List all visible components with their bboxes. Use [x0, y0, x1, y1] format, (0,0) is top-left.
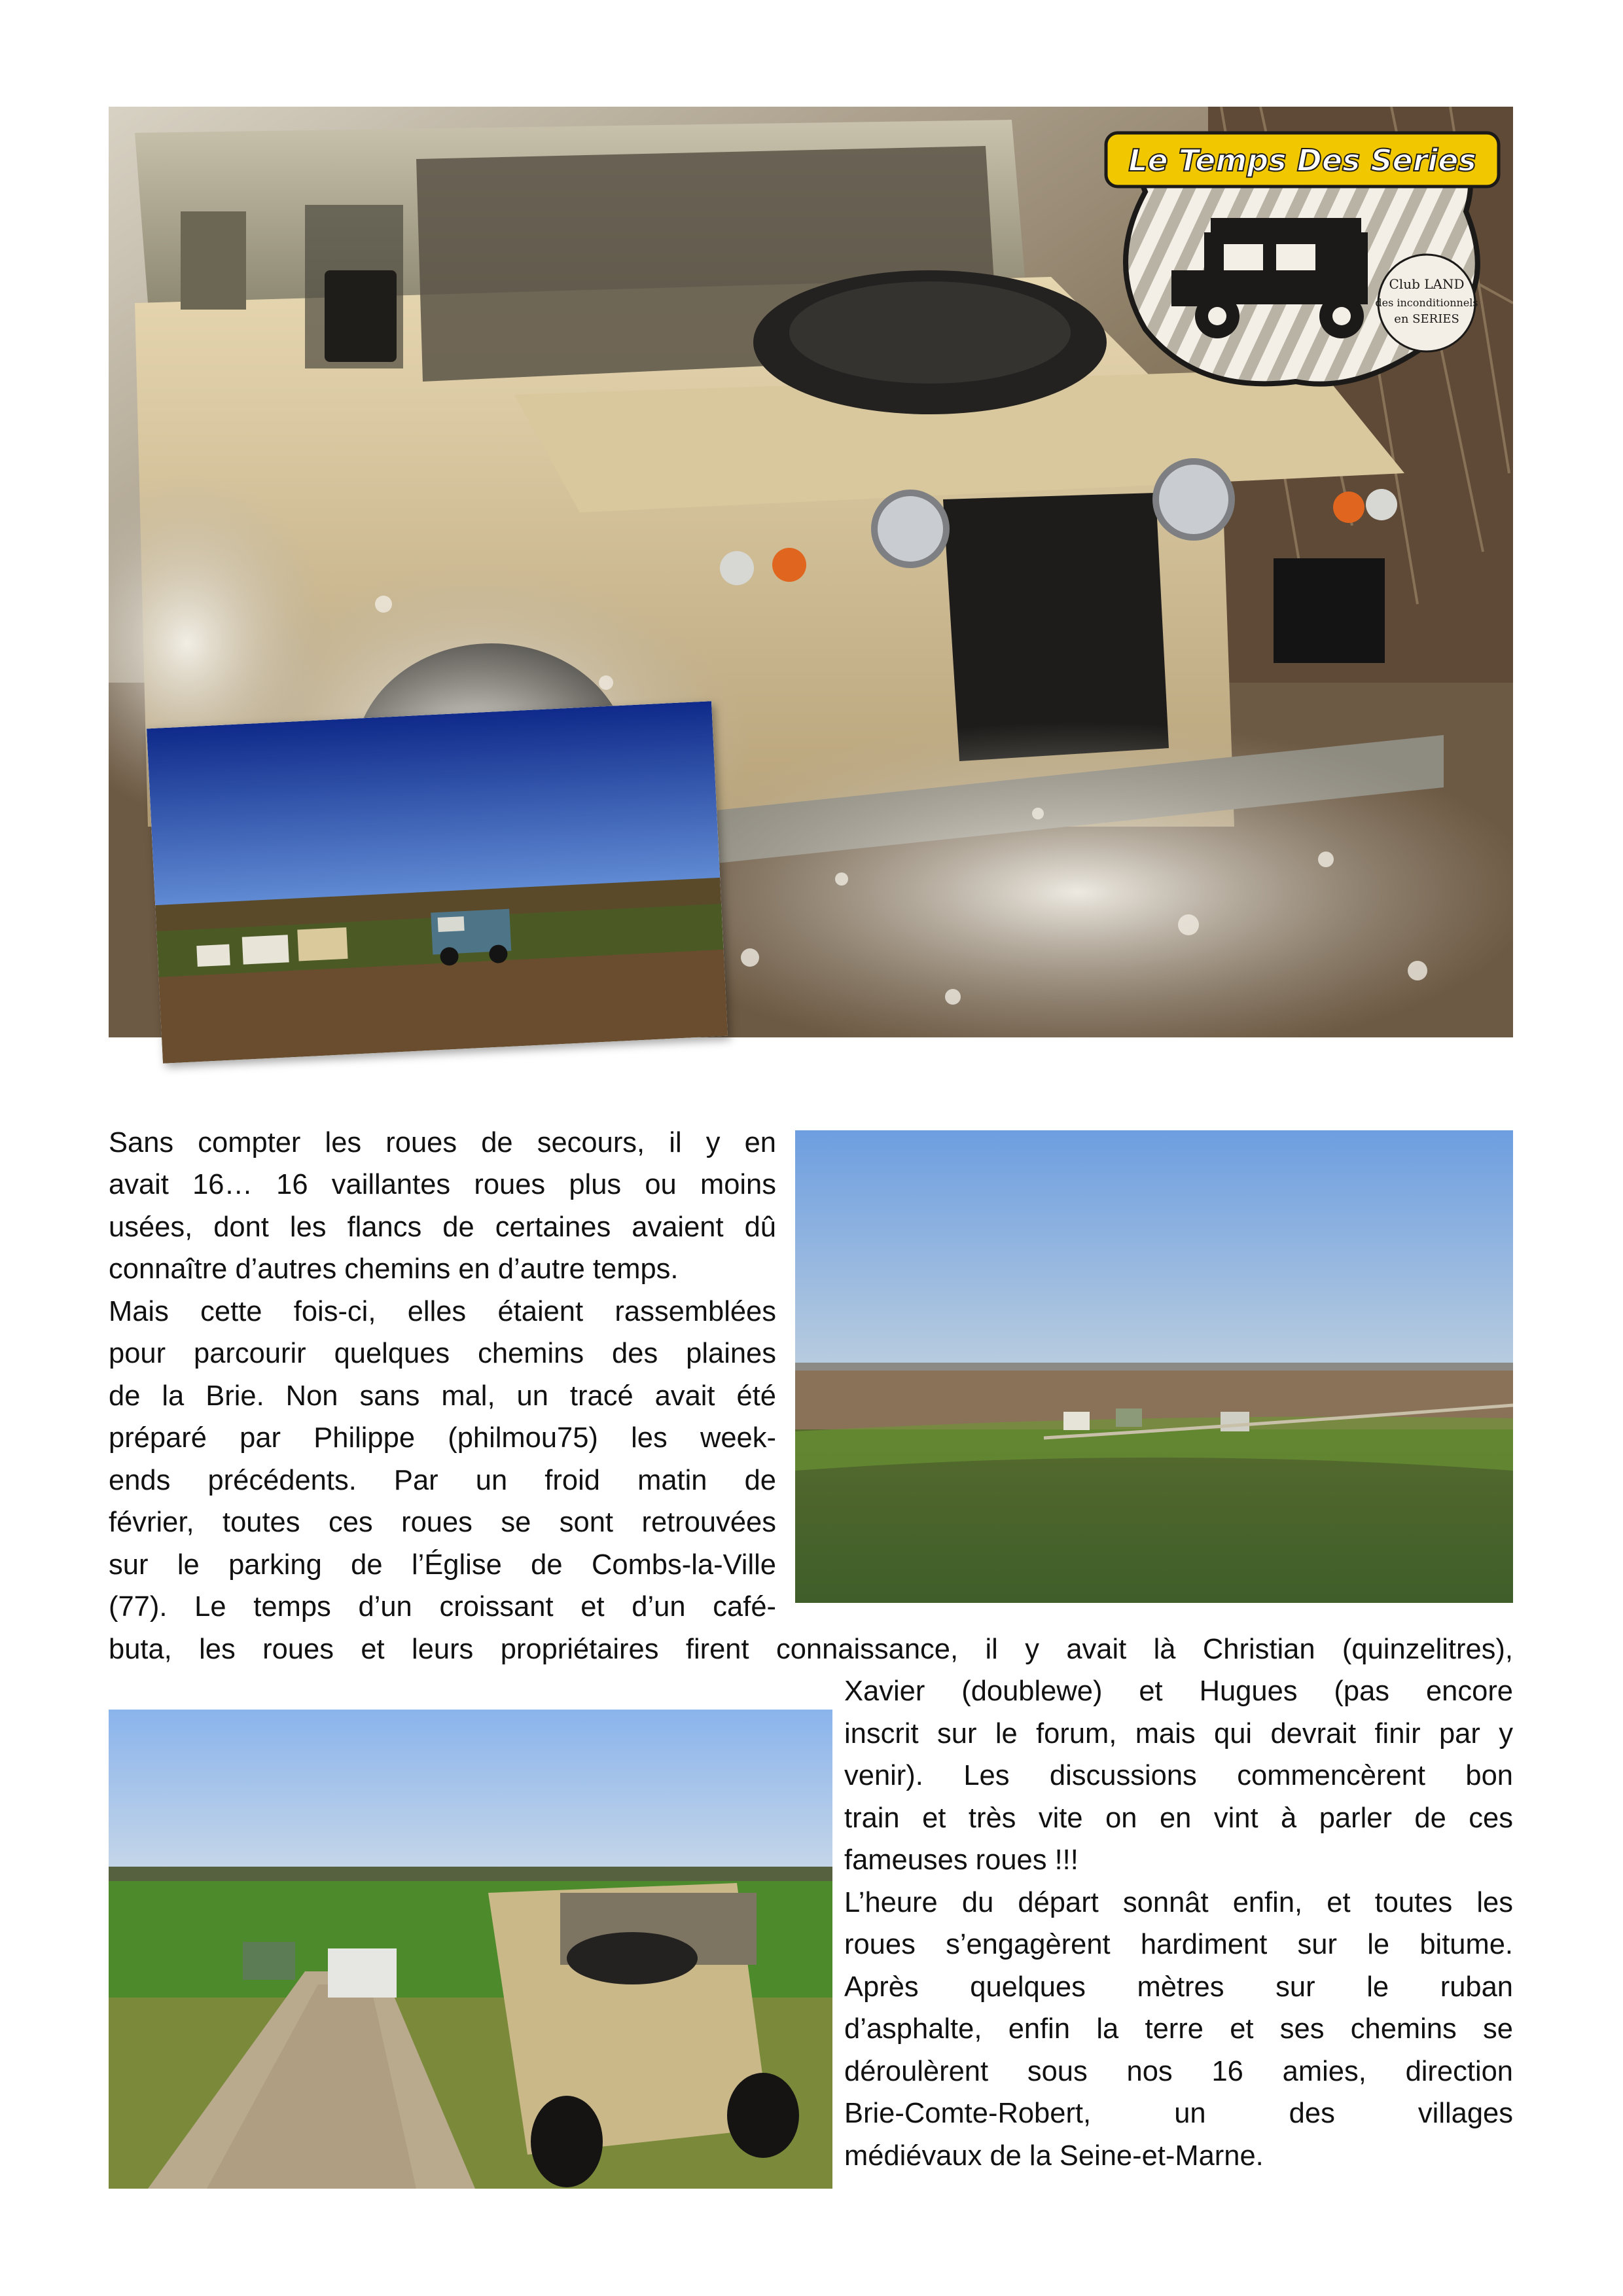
article-line-2: avait 16… 16 vaillantes roues plus ou moins — [109, 1169, 776, 1200]
article-line-16: venir). Les discussions commencèrent bon — [844, 1760, 1513, 1791]
article-line-20: roues s’engagèrent hardiment sur le bitume. — [844, 1929, 1513, 1960]
article-line-17: train et très vite on en vint à parler de ces — [844, 1803, 1513, 1834]
article-line-18: fameuses roues !!! — [844, 1844, 1079, 1876]
article-line-24: Brie-Comte-Robert, un des villages — [844, 2098, 1513, 2129]
article-line-22: d’asphalte, enfin la terre et ses chemins se — [844, 2013, 1513, 2045]
article-line-7: de la Brie. Non sans mal, un tracé avait été — [109, 1380, 776, 1412]
article-line-19: L’heure du départ sonnât enfin, et toutes les — [844, 1887, 1513, 1918]
article-line-1: Sans compter les roues de secours, il y en — [109, 1127, 776, 1158]
article-line-25: médiévaux de la Seine-et-Marne. — [844, 2140, 1264, 2172]
article-line-6: pour parcourir quelques chemins des plaines — [109, 1338, 776, 1369]
article-line-12: (77). Le temps d’un croissant et d’un café- — [109, 1591, 776, 1623]
inset-photo — [147, 701, 728, 1064]
logo-wordmark: Le Temps Des Series — [1128, 143, 1476, 178]
logo-caption-line-3: en SERIES — [1394, 312, 1459, 326]
logo-caption-line-1: Club LAND — [1389, 276, 1465, 292]
club-logo — [1099, 120, 1505, 395]
article-line-14: Xavier (doublewe) et Hugues (pas encore — [844, 1676, 1513, 1707]
article-line-10: février, toutes ces roues se sont retrouvées — [109, 1507, 776, 1538]
track-photo — [109, 1710, 832, 2189]
article-line-13: buta, les roues et leurs propriétaires firent connaissance, il y avait là Christian (quinzelitres), — [109, 1634, 1513, 1665]
article-line-23: déroulèrent sous nos 16 amies, direction — [844, 2056, 1513, 2087]
article-line-11: sur le parking de l’Église de Combs-la-Ville — [109, 1549, 776, 1581]
fields-photo — [795, 1130, 1513, 1603]
article-line-21: Après quelques mètres sur le ruban — [844, 1971, 1513, 2003]
article-line-8: préparé par Philippe (philmou75) les week- — [109, 1422, 776, 1454]
article-line-15: inscrit sur le forum, mais qui devrait finir par y — [844, 1718, 1513, 1749]
logo-caption-line-2: des inconditionnels — [1375, 296, 1478, 309]
article-line-3: usées, dont les flancs de certaines avaient dû — [109, 1211, 776, 1243]
article-line-4: connaître d’autres chemins en d’autre temps. — [109, 1253, 679, 1285]
article-line-9: ends précédents. Par un froid matin de — [109, 1465, 776, 1496]
article-line-5: Mais cette fois-ci, elles étaient rassemblées — [109, 1296, 776, 1327]
